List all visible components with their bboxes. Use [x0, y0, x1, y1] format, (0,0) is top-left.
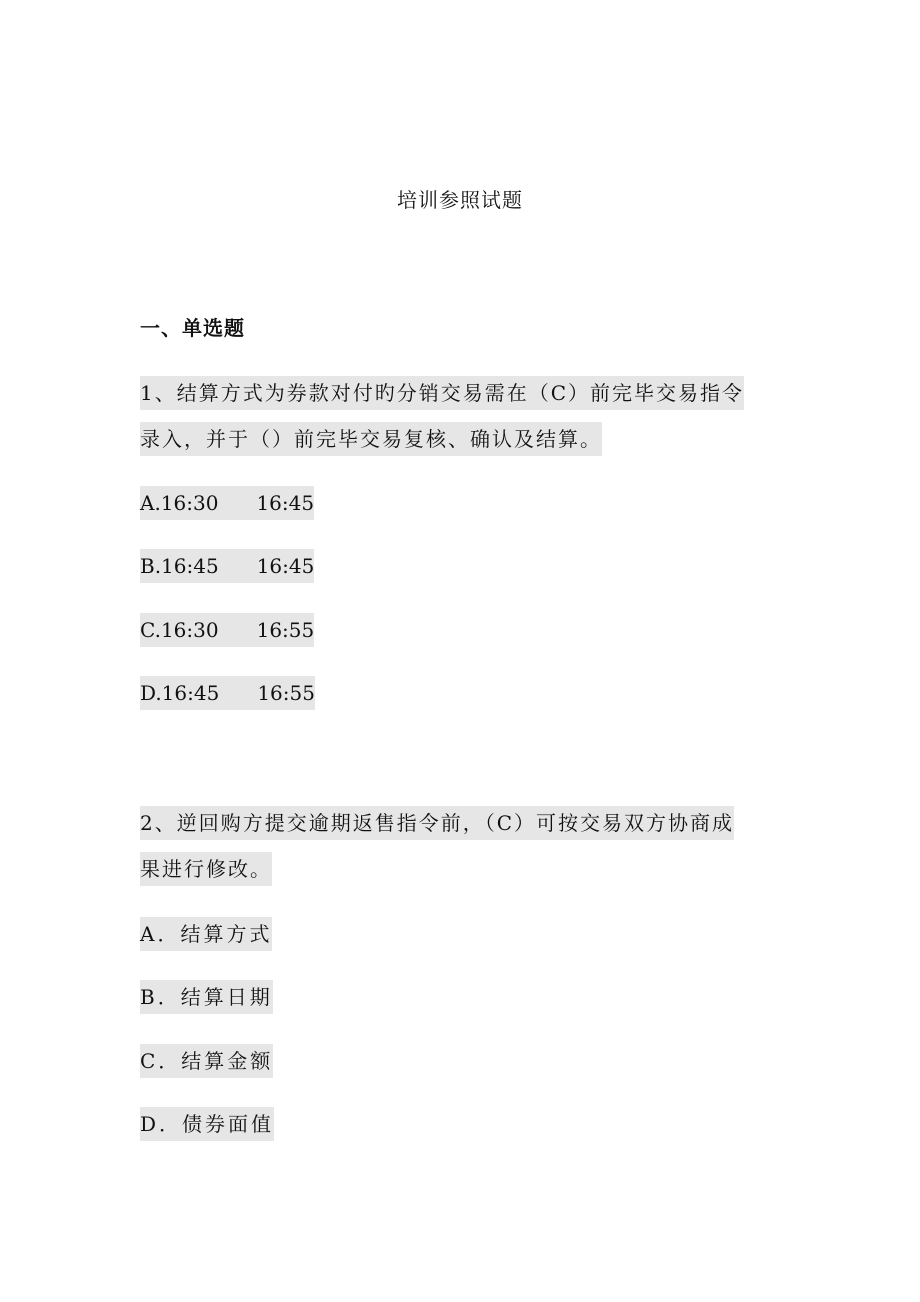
document-title: 培训参照试题 — [397, 188, 523, 212]
question-1-stem-line-1: 1、结算方式为券款对付旳分销交易需在（C）前完毕交易指令 — [140, 376, 744, 410]
question-1-option-b — [140, 549, 314, 583]
question-1-option-c — [140, 613, 314, 647]
option-value: 16:55 — [256, 618, 315, 642]
question-2-option-b: B．结算日期 — [140, 980, 273, 1014]
option-label: A.16:30 — [140, 491, 219, 515]
question-2-option-d: D．债券面值 — [140, 1107, 274, 1141]
question-1-option-a — [140, 486, 314, 520]
option-label: B.16:45 — [140, 554, 219, 578]
question-1-option-d — [140, 676, 315, 710]
question-2-option-c: C．结算金额 — [140, 1044, 273, 1078]
option-label: C.16:30 — [140, 618, 219, 642]
question-2-stem-line-1: 2、逆回购方提交逾期返售指令前，（C）可按交易双方协商成 — [140, 806, 734, 840]
section-heading: 一、单选题 — [140, 316, 245, 340]
question-2-stem-line-2: 果进行修改。 — [140, 852, 272, 886]
option-label: D.16:45 — [140, 681, 220, 705]
question-1-stem-line-2: 录入，并于（）前完毕交易复核、确认及结算。 — [140, 422, 602, 456]
option-value: 16:45 — [256, 554, 315, 578]
option-value: 16:55 — [257, 681, 315, 705]
option-value: 16:45 — [256, 491, 315, 515]
question-2-option-a: A．结算方式 — [140, 917, 272, 951]
